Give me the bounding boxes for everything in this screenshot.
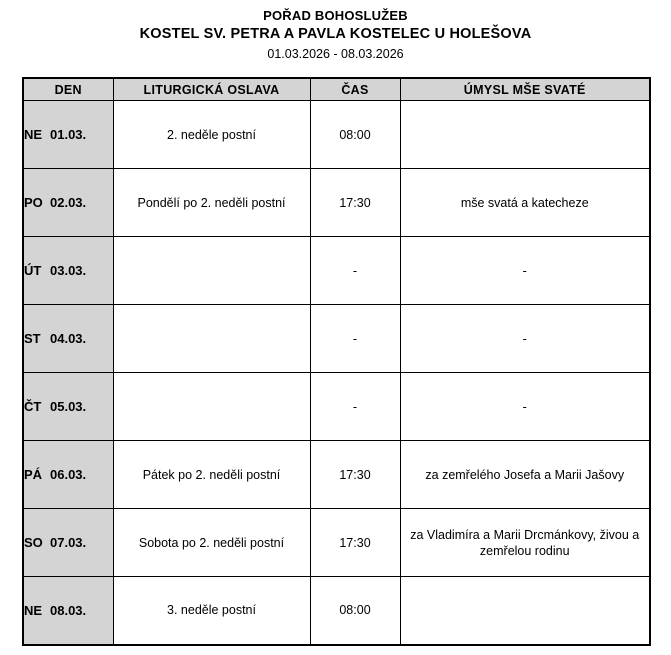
cell-day-date: 08.03.	[50, 602, 87, 618]
cell-intent: mše svatá a katecheze	[400, 169, 650, 237]
document-title: POŘAD BOHOSLUŽEB	[263, 8, 408, 23]
column-header-time: ČAS	[310, 78, 400, 101]
cell-day	[23, 101, 113, 169]
cell-intent	[400, 101, 650, 169]
cell-time: 08:00	[310, 577, 400, 645]
table-row	[23, 509, 650, 577]
cell-day-name: ÚT	[24, 263, 42, 278]
cell-liturgy	[113, 237, 310, 305]
cell-day-name: NE	[24, 127, 43, 142]
cell-day	[23, 169, 113, 237]
cell-day	[23, 441, 113, 509]
table-row	[23, 577, 650, 645]
cell-time: 17:30	[310, 441, 400, 509]
cell-day-date: 01.03.	[50, 127, 87, 142]
cell-liturgy: 2. neděle postní	[113, 101, 310, 169]
schedule-table	[22, 77, 651, 646]
cell-intent: za zemřelého Josefa a Marii Jašovy	[400, 441, 650, 509]
cell-time: -	[310, 373, 400, 441]
cell-day-date: 03.03.	[50, 263, 87, 278]
cell-time: 17:30	[310, 509, 400, 577]
table-row	[23, 101, 650, 169]
cell-time: -	[310, 305, 400, 373]
cell-liturgy: 3. neděle postní	[113, 577, 310, 645]
cell-day-name: ST	[24, 331, 41, 346]
cell-liturgy: Sobota po 2. neděli postní	[113, 509, 310, 577]
cell-day-name: PO	[24, 195, 43, 210]
column-header-intent: ÚMYSL MŠE SVATÉ	[400, 78, 650, 101]
cell-intent: -	[400, 373, 650, 441]
cell-day-name: PÁ	[24, 467, 43, 482]
cell-intent: za Vladimíra a Marii Drcmánkovy, živou a zemřelou rodinu	[400, 509, 650, 577]
document-subtitle-church: KOSTEL SV. PETRA A PAVLA KOSTELEC U HOLEŠOVA	[139, 26, 532, 42]
cell-liturgy	[113, 305, 310, 373]
cell-intent	[400, 577, 650, 645]
cell-intent: -	[400, 237, 650, 305]
cell-liturgy: Pondělí po 2. neděli postní	[113, 169, 310, 237]
cell-day	[23, 577, 113, 645]
cell-day-name: ČT	[24, 399, 42, 414]
cell-day-date: 05.03.	[50, 399, 87, 414]
column-header-day: DEN	[23, 78, 113, 101]
cell-day-date: 02.03.	[50, 195, 87, 210]
table-row	[23, 169, 650, 237]
cell-day-date: 04.03.	[50, 331, 87, 346]
cell-day-name: SO	[24, 535, 43, 550]
cell-time: -	[310, 237, 400, 305]
table-row	[23, 237, 650, 305]
cell-liturgy	[113, 373, 310, 441]
cell-day-date: 06.03.	[50, 467, 87, 482]
document-date-range: 01.03.2026 - 08.03.2026	[267, 47, 404, 61]
column-header-liturgy: LITURGICKÁ OSLAVA	[113, 78, 310, 101]
table-row	[23, 373, 650, 441]
cell-day	[23, 305, 113, 373]
document-header	[0, 0, 671, 63]
cell-day	[23, 509, 113, 577]
schedule-table-wrapper	[22, 77, 649, 646]
table-row	[23, 305, 650, 373]
cell-time: 08:00	[310, 101, 400, 169]
cell-day	[23, 373, 113, 441]
cell-day-name: NE	[24, 602, 43, 618]
cell-day-date: 07.03.	[50, 535, 87, 550]
cell-liturgy: Pátek po 2. neděli postní	[113, 441, 310, 509]
table-header-row	[23, 78, 650, 101]
cell-intent: -	[400, 305, 650, 373]
cell-time: 17:30	[310, 169, 400, 237]
cell-day	[23, 237, 113, 305]
table-row	[23, 441, 650, 509]
